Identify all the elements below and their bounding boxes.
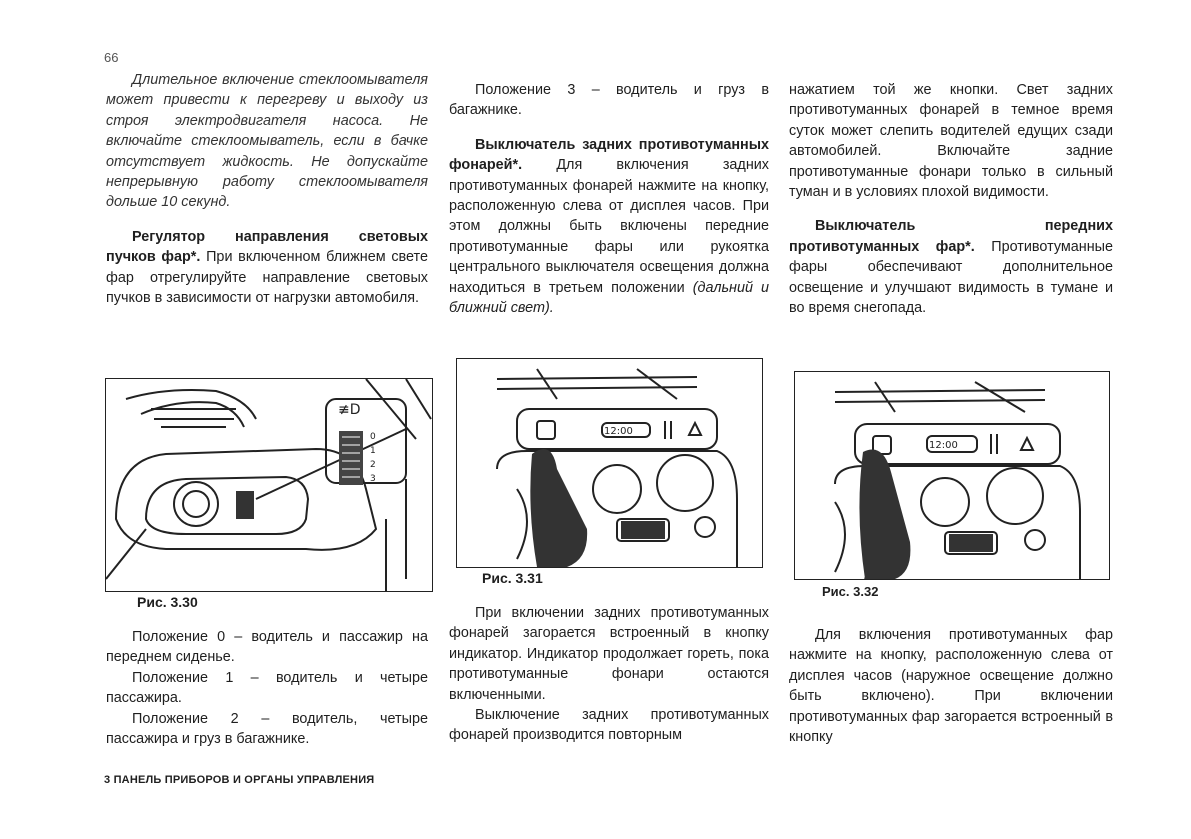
front-fog-text: Противотуманные фары обеспечивают дополнительное освещение и улучшают видимость в тумане и во время снегопада.: [789, 238, 1113, 317]
figure-caption-3-32: Рис. 3.32: [822, 584, 879, 599]
dial-label: 2: [370, 460, 376, 470]
page-number: 66: [104, 50, 119, 65]
figure-3-32: [794, 371, 1110, 580]
figure-caption-3-31: Рис. 3.31: [482, 570, 543, 586]
headlight-paragraph: [106, 227, 428, 309]
indicator-text: При включении задних противотуманных фонарей загорается встроенный в кнопку индикатор. Индикатор продолжает гореть, пока противотуманные фонари остаются включенными.: [449, 605, 769, 703]
dial-label: 0: [370, 432, 376, 442]
column-3: [789, 80, 1113, 318]
front-fog-paragraph: [789, 216, 1113, 318]
column-1: [106, 70, 428, 308]
rear-fog-off-text: Выключение задних противотуманных фонарей производится повторным: [449, 707, 769, 744]
continuation-text: нажатием той же кнопки. Свет задних противотуманных фонарей в темное время суток может слепить водителей едущих сзади автомобилей. Включайте задние противотуманные фонари только в сильный туман и в условиях плохой видимости.: [789, 82, 1113, 201]
rear-fog-paragraph: [449, 135, 769, 319]
front-fog-on-text: Для включения противотуманных фар нажмите на кнопку, расположенную слева от дисплея часов (наружное освещение должно быть включено). При включении противотуманных фар загорается встроенный в кнопку: [789, 627, 1113, 746]
position-0-text: Положение 0 – водитель и пассажир на переднем сиденье.: [106, 629, 428, 666]
column-1-bottom: [106, 627, 428, 749]
figure-3-31: [456, 358, 763, 568]
position-1-text: Положение 1 – водитель и четыре пассажира.: [106, 669, 428, 707]
clock-display: 12:00: [604, 426, 633, 437]
warning-paragraph: Длительное включение стеклоомывателя может привести к перегреву и выходу из строя электродвигателя насоса. Не включайте стеклоомыватель, если в бачке отсутствует жидкость. Не допускайте непрерывную работу стеклоомывателя дольше 10 секунд.: [106, 72, 428, 211]
position-3-text: Положение 3 – водитель и груз в багажнике.: [449, 82, 769, 119]
rear-fog-heading: Выключатель задних противотуманных фонарей*.: [449, 136, 769, 174]
headlight-symbol-icon: ≢D: [338, 402, 361, 418]
headlight-text: При включенном ближнем свете фар отрегулируйте направление световых пучков в зависимости от нагрузки автомобиля.: [106, 249, 428, 307]
figure-caption-3-30: Рис. 3.30: [137, 594, 198, 610]
column-2-bottom: [449, 603, 769, 746]
page-footer: 3 ПАНЕЛЬ ПРИБОРОВ И ОРГАНЫ УПРАВЛЕНИЯ: [104, 774, 375, 786]
clock-display: 12:00: [929, 440, 958, 451]
dial-label: 3: [370, 474, 376, 484]
dial-label: 1: [370, 446, 376, 456]
position-2-text: Положение 2 – водитель, четыре пассажира и груз в багажнике.: [106, 710, 428, 748]
headlight-heading: Регулятор направления световых пучков фар*.: [106, 228, 428, 266]
column-2: [449, 80, 769, 318]
rear-fog-italic: (дальний и ближний свет).: [449, 279, 770, 317]
rear-fog-text: Для включения задних противотуманных фонарей нажмите на кнопку, расположенную слева от дисплея часов. При этом должны быть включены передние противотуманные фары или рукоятка центрального выключателя освещения должна находиться в третьем положении: [449, 157, 770, 296]
column-3-bottom: [789, 625, 1113, 747]
front-fog-heading: Выключатель передних противотуманных фар*.: [789, 218, 1113, 255]
figure-3-30: [105, 378, 433, 592]
